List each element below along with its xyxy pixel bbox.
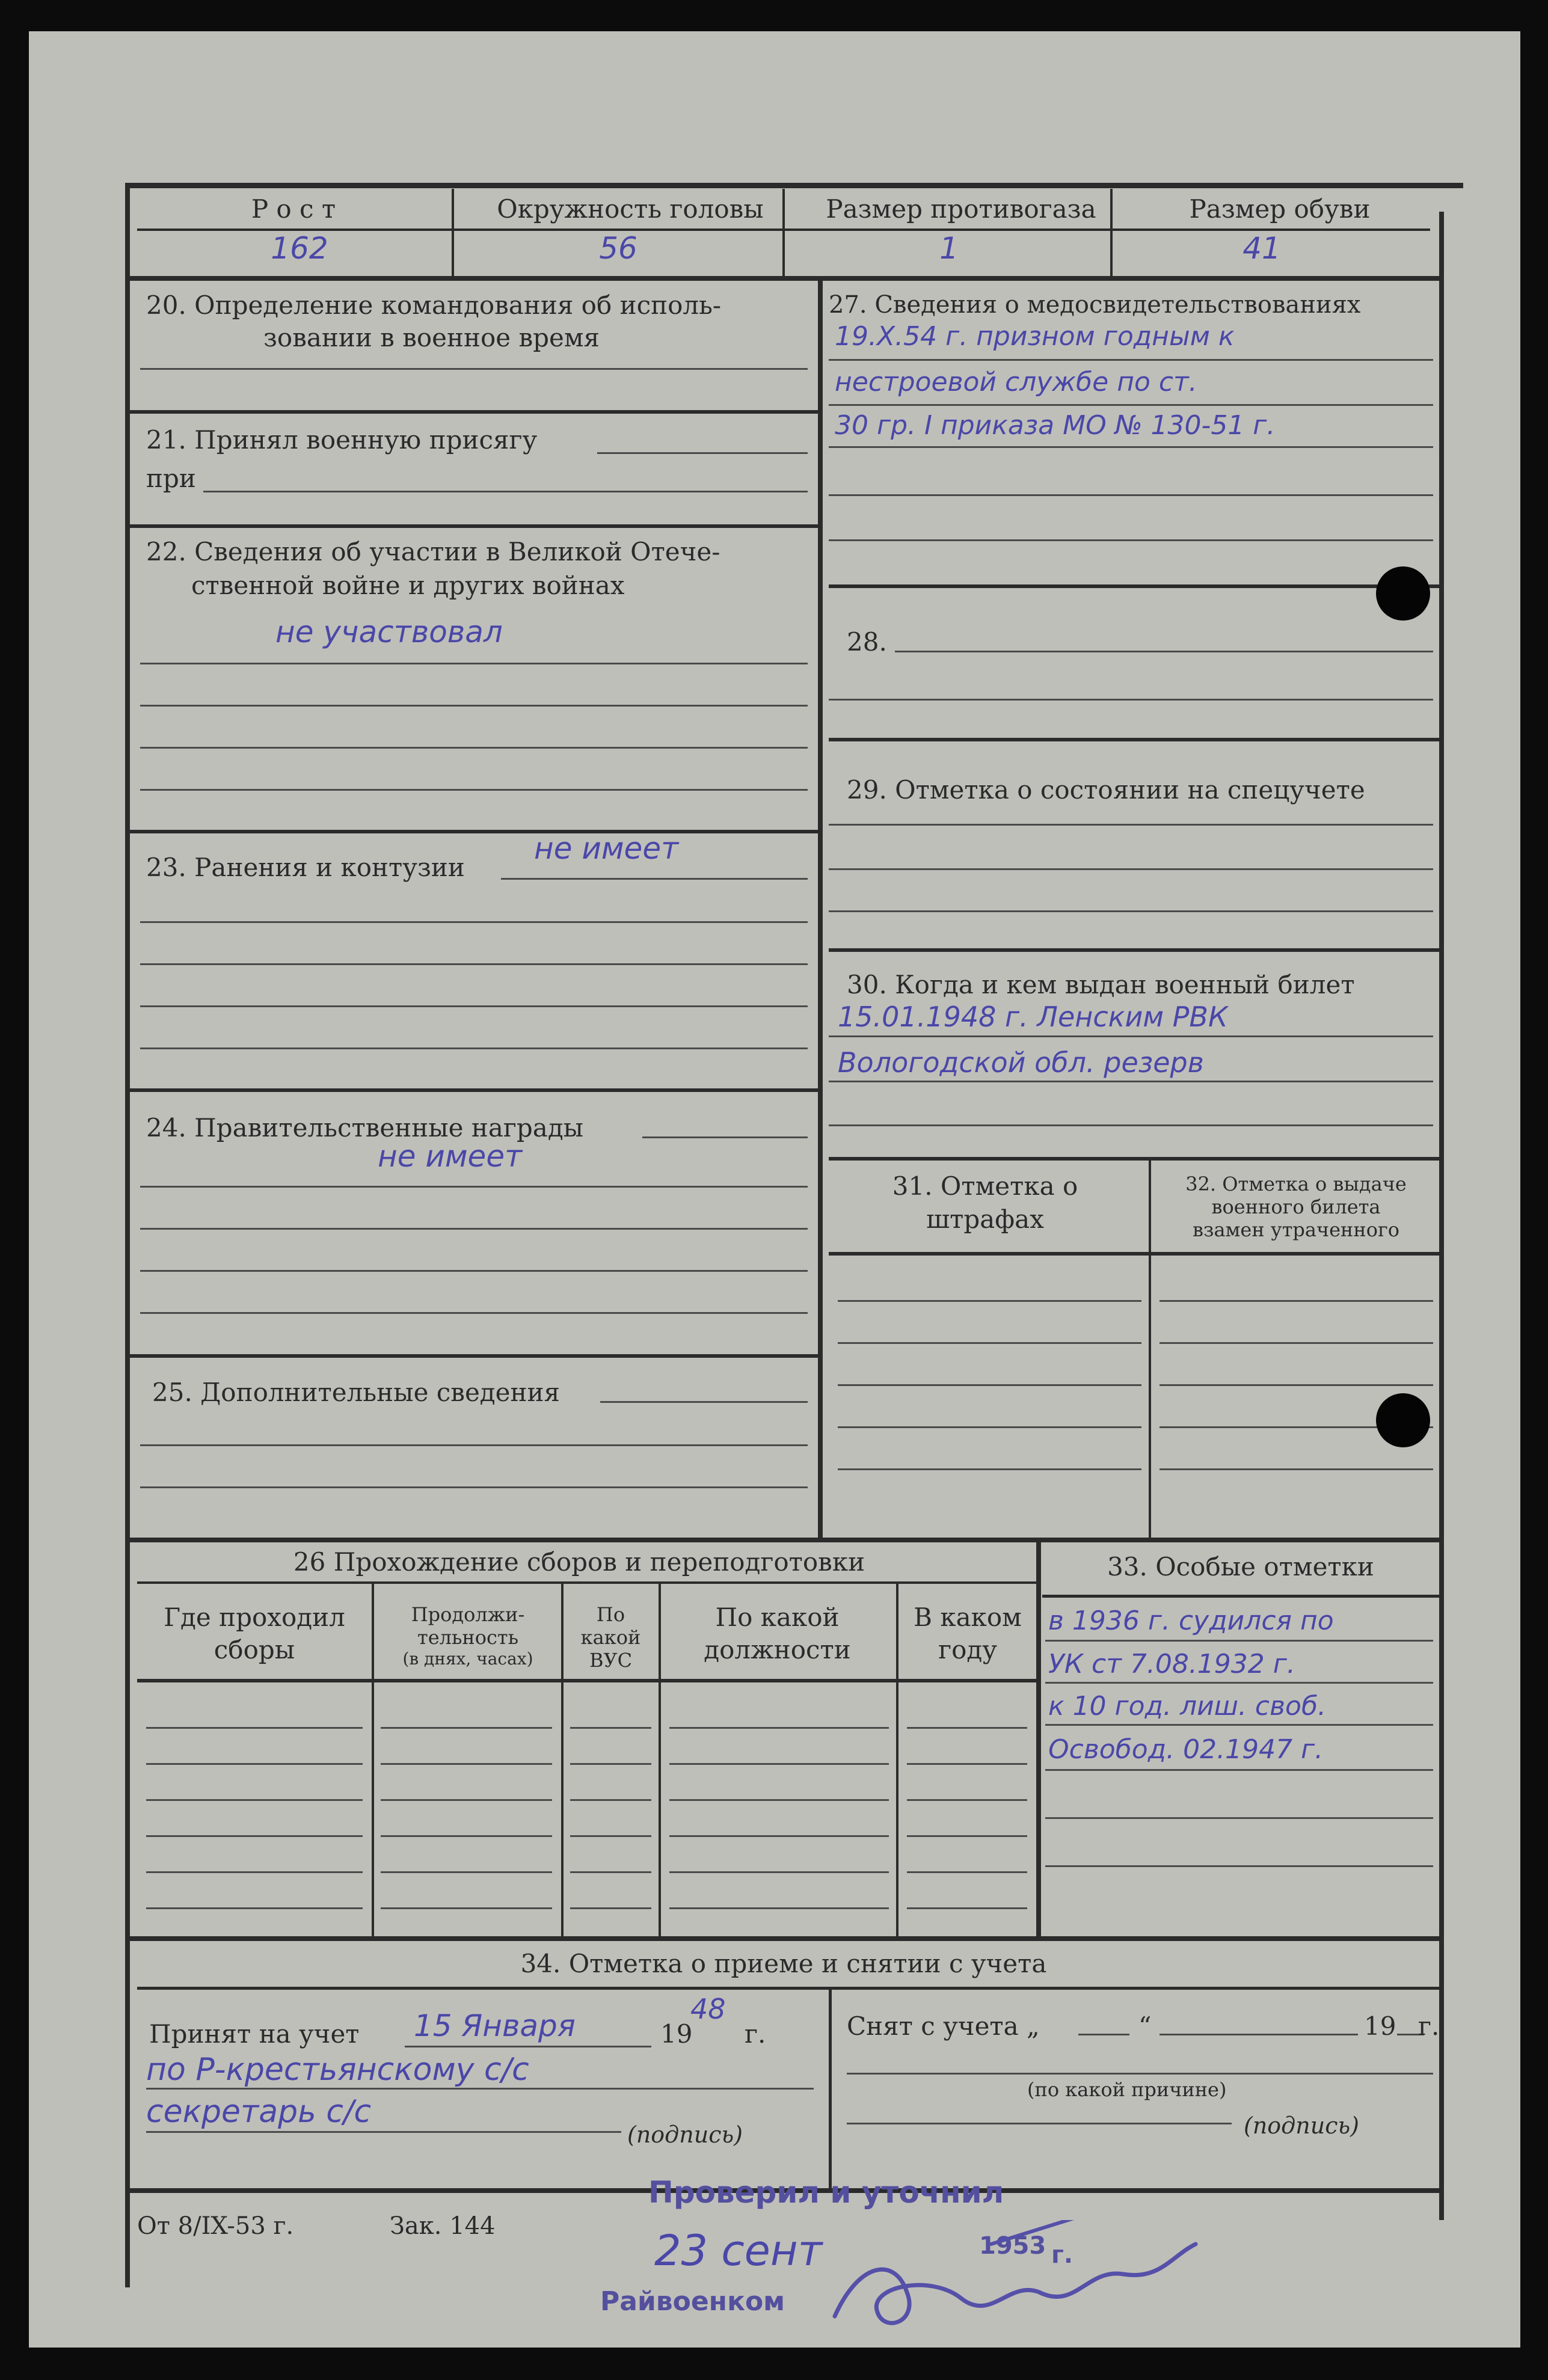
s27-label: 27. Сведения о медосвидетельствованиях bbox=[829, 291, 1361, 319]
s33-rule6 bbox=[1045, 1865, 1433, 1867]
s21-label-line2: при bbox=[146, 464, 196, 493]
s34-rule2 bbox=[146, 2088, 814, 2090]
s26-c3-rule4 bbox=[570, 1835, 651, 1837]
s30-line2: Вологодской обл. резерв bbox=[838, 1046, 1204, 1079]
s33-title-line bbox=[1042, 1595, 1439, 1598]
s26-col2-l2: тельность bbox=[417, 1626, 519, 1649]
s32-rule1 bbox=[1159, 1300, 1433, 1302]
s26-header-border bbox=[137, 1679, 1036, 1682]
s31-rule3 bbox=[838, 1384, 1141, 1386]
s26-c1-rule6 bbox=[146, 1907, 363, 1909]
s30-rule3 bbox=[829, 1124, 1433, 1126]
s22-bottom-border bbox=[128, 830, 820, 833]
s33-rule4 bbox=[1045, 1769, 1433, 1771]
s22-line4 bbox=[140, 789, 808, 791]
s24-bottom-border bbox=[128, 1354, 820, 1358]
s26-top-border bbox=[128, 1538, 1442, 1542]
s30-rule1 bbox=[829, 1035, 1433, 1037]
s34-divider bbox=[829, 1990, 832, 2188]
s23-bottom-border bbox=[128, 1088, 820, 1092]
stamp-checked: Проверил и уточнил bbox=[648, 2175, 1004, 2210]
s29-rule1 bbox=[829, 824, 1433, 826]
s26-col5-l1: В каком bbox=[914, 1603, 1022, 1632]
s21-line2 bbox=[203, 491, 808, 492]
s28-label: 28. bbox=[847, 627, 887, 657]
military-card-page bbox=[29, 31, 1520, 2348]
s22-line3 bbox=[140, 747, 808, 749]
s26-c5-rule5 bbox=[907, 1871, 1027, 1873]
s21-label-line1: 21. Принял военную присягу bbox=[146, 425, 538, 455]
s29-rule3 bbox=[829, 910, 1433, 912]
s34-reason-label: (по какой причине) bbox=[1027, 2078, 1227, 2101]
s26-c3-rule1 bbox=[570, 1727, 651, 1729]
s34-removed-month-line bbox=[1159, 2034, 1358, 2035]
s27-line3: 30 гр. I приказа МО № 130-51 г. bbox=[835, 410, 1276, 441]
s26-col4-l2: должности bbox=[704, 1635, 851, 1664]
s26-c1-rule2 bbox=[146, 1763, 363, 1765]
s31-header-border bbox=[829, 1252, 1442, 1256]
s32-rule5 bbox=[1159, 1468, 1433, 1470]
s26-div3 bbox=[659, 1584, 661, 1939]
s26-c5-rule2 bbox=[907, 1763, 1027, 1765]
s25-line2 bbox=[140, 1486, 808, 1488]
s26-title: 26 Прохождение сборов и переподготовки bbox=[293, 1547, 865, 1577]
form-right-border bbox=[1439, 212, 1444, 2220]
s34-removed-quote: “ bbox=[1138, 2011, 1152, 2041]
s27-rule1 bbox=[829, 359, 1433, 361]
s23-value: не имеет bbox=[534, 831, 679, 866]
s33-label: 33. Особые отметки bbox=[1107, 1552, 1374, 1581]
s24-line1 bbox=[140, 1186, 808, 1188]
s26-col3-l3: ВУС bbox=[589, 1649, 633, 1672]
s20-label-line1: 20. Определение командования об исполь- bbox=[146, 290, 722, 320]
header-bottom-border bbox=[128, 276, 1442, 281]
s22-label-line1: 22. Сведения об участии в Великой Отече- bbox=[146, 537, 720, 566]
s26-col2-l3: (в днях, часах) bbox=[402, 1649, 533, 1669]
s34-year-g: г. bbox=[745, 2019, 766, 2049]
s26-col1-l2: сборы bbox=[213, 1635, 295, 1664]
s32-rule2 bbox=[1159, 1342, 1433, 1344]
s31-s32-divider bbox=[1149, 1161, 1151, 1541]
s26-c1-rule5 bbox=[146, 1871, 363, 1873]
s33-line3: к 10 год. лиш. своб. bbox=[1048, 1691, 1327, 1722]
s33-rule3 bbox=[1045, 1724, 1433, 1726]
column-divider bbox=[818, 281, 823, 1541]
s26-col3-l2: какой bbox=[580, 1626, 641, 1649]
s30-line1: 15.01.1948 г. Ленским РВК bbox=[838, 1001, 1228, 1033]
s34-title-line bbox=[137, 1987, 1442, 1990]
punch-hole-top bbox=[1376, 566, 1430, 621]
s27-rule3 bbox=[829, 446, 1433, 448]
s30-rule2 bbox=[829, 1081, 1433, 1082]
s27-line1: 19.X.54 г. призном годным к bbox=[835, 321, 1235, 352]
s26-c3-rule5 bbox=[570, 1871, 651, 1873]
s33-line2: УК ст 7.08.1932 г. bbox=[1048, 1649, 1295, 1679]
s25-line1 bbox=[140, 1444, 808, 1446]
header-gasmask-label: Размер противогаза bbox=[826, 194, 1096, 224]
s29-bottom-border bbox=[829, 948, 1442, 952]
s34-accepted-date: 15 Января bbox=[414, 2008, 576, 2043]
s26-c4-rule3 bbox=[669, 1799, 889, 1801]
s31-label-line1: 31. Отметка о bbox=[892, 1171, 1078, 1201]
s23-line0 bbox=[501, 878, 808, 880]
s20-bottom-border bbox=[128, 410, 820, 414]
s26-c2-rule2 bbox=[381, 1763, 552, 1765]
s31-rule1 bbox=[838, 1300, 1141, 1302]
s26-div1 bbox=[372, 1584, 374, 1939]
s33-rule2 bbox=[1045, 1682, 1433, 1684]
header-divider-2 bbox=[782, 189, 785, 276]
s26-col1-l1: Где проходил bbox=[164, 1603, 345, 1632]
s26-c4-rule2 bbox=[669, 1763, 889, 1765]
s34-removed-year: 19 bbox=[1364, 2011, 1396, 2041]
head-value: 56 bbox=[599, 231, 637, 266]
s33-rule5 bbox=[1045, 1817, 1433, 1819]
s28-bottom-border bbox=[829, 738, 1442, 741]
s26-c5-rule1 bbox=[907, 1727, 1027, 1729]
form-left-border bbox=[125, 183, 130, 2287]
s27-bottom-border bbox=[829, 584, 1442, 588]
s22-value: не участвовал bbox=[275, 615, 503, 649]
s23-line4 bbox=[140, 1047, 808, 1049]
s34-accepted-line3: секретарь с/с bbox=[146, 2094, 372, 2130]
s20-label-line2: зовании в военное время bbox=[263, 323, 600, 352]
s27-line2: нестроевой службе по ст. bbox=[835, 367, 1197, 397]
s34-removed-g: г. bbox=[1418, 2011, 1440, 2041]
s21-line1 bbox=[597, 452, 808, 454]
s34-year-suffix: 48 bbox=[690, 1993, 726, 2025]
s30-label: 30. Когда и кем выдан военный билет bbox=[847, 970, 1355, 999]
s26-c5-rule4 bbox=[907, 1835, 1027, 1837]
gasmask-value: 1 bbox=[939, 231, 959, 266]
s27-rule2 bbox=[829, 404, 1433, 406]
s26-c4-rule6 bbox=[669, 1907, 889, 1909]
s34-year-prefix: 19 bbox=[660, 2019, 693, 2049]
s23-line3 bbox=[140, 1005, 808, 1007]
s26-c2-rule6 bbox=[381, 1907, 552, 1909]
s29-label: 29. Отметка о состоянии на спецучете bbox=[847, 775, 1365, 805]
s31-rule2 bbox=[838, 1342, 1141, 1344]
header-divider-3 bbox=[1110, 189, 1113, 276]
s24-line0 bbox=[642, 1136, 808, 1138]
punch-hole-bottom bbox=[1376, 1393, 1430, 1447]
s33-rule1 bbox=[1045, 1640, 1433, 1642]
s23-label: 23. Ранения и контузии bbox=[146, 853, 465, 882]
s22-line2 bbox=[140, 705, 808, 707]
s26-c1-rule1 bbox=[146, 1727, 363, 1729]
s26-col5-l2: году bbox=[938, 1635, 997, 1664]
s29-rule2 bbox=[829, 868, 1433, 870]
s26-c5-rule6 bbox=[907, 1907, 1027, 1909]
s26-s33-divider bbox=[1036, 1542, 1041, 1936]
stamp-date: 23 сент bbox=[654, 2226, 823, 2275]
s20-line bbox=[140, 368, 808, 370]
footer-print-info: От 8/IX-53 г. bbox=[137, 2212, 294, 2240]
s26-col3-l1: По bbox=[596, 1603, 625, 1626]
header-head-label: Окружность головы bbox=[497, 194, 764, 224]
s32-rule3 bbox=[1159, 1384, 1433, 1386]
s31-label-line2: штрафах bbox=[926, 1204, 1044, 1234]
s26-col4-l1: По какой bbox=[715, 1603, 840, 1632]
s26-c4-rule4 bbox=[669, 1835, 889, 1837]
s33-line1: в 1936 г. судился по bbox=[1048, 1606, 1334, 1636]
header-shoe-label: Размер обуви bbox=[1189, 194, 1371, 224]
s26-c3-rule2 bbox=[570, 1763, 651, 1765]
s24-line2 bbox=[140, 1228, 808, 1230]
s34-signature-label: (подпись) bbox=[627, 2121, 743, 2148]
header-top-border bbox=[128, 183, 1463, 188]
s26-div2 bbox=[561, 1584, 564, 1939]
s32-label-line3: взамен утраченного bbox=[1192, 1218, 1399, 1241]
s31-rule5 bbox=[838, 1468, 1141, 1470]
s34-rule3 bbox=[146, 2131, 621, 2133]
s34-date-line bbox=[405, 2046, 651, 2047]
s22-label-line2: ственной войне и других войнах bbox=[191, 571, 625, 600]
s26-c3-rule6 bbox=[570, 1907, 651, 1909]
s28-rule1 bbox=[895, 651, 1433, 652]
s24-value: не имеет bbox=[378, 1139, 523, 1174]
s26-c2-rule4 bbox=[381, 1835, 552, 1837]
s26-c1-rule3 bbox=[146, 1799, 363, 1801]
s31-rule4 bbox=[838, 1426, 1141, 1428]
s25-line0 bbox=[600, 1401, 808, 1403]
s26-col2-l1: Продолжи- bbox=[411, 1603, 525, 1626]
s26-c5-rule3 bbox=[907, 1799, 1027, 1801]
footer-order: Зак. 144 bbox=[390, 2212, 496, 2240]
s26-c2-rule1 bbox=[381, 1727, 552, 1729]
s33-line4: Освобод. 02.1947 г. bbox=[1048, 1734, 1324, 1765]
s23-line2 bbox=[140, 963, 808, 965]
s34-removed-rule2 bbox=[847, 2123, 1232, 2124]
s21-bottom-border bbox=[128, 524, 820, 528]
s30-bottom-border bbox=[829, 1157, 1442, 1161]
s28-rule2 bbox=[829, 699, 1433, 701]
s26-c1-rule4 bbox=[146, 1835, 363, 1837]
s23-line1 bbox=[140, 921, 808, 923]
s26-c3-rule3 bbox=[570, 1799, 651, 1801]
s32-label-line1: 32. Отметка о выдаче bbox=[1185, 1173, 1407, 1195]
s34-accepted-line2: по Р-крестьянскому с/с bbox=[146, 2052, 529, 2088]
header-divider-1 bbox=[452, 189, 454, 276]
s26-bottom-border bbox=[128, 1936, 1442, 1941]
s34-removed-label: Снят с учета „ bbox=[847, 2011, 1040, 2041]
s26-c2-rule5 bbox=[381, 1871, 552, 1873]
s34-removed-day-line bbox=[1078, 2034, 1129, 2035]
height-value: 162 bbox=[271, 231, 328, 266]
s22-line1 bbox=[140, 663, 808, 664]
s24-line3 bbox=[140, 1270, 808, 1272]
s27-rule4 bbox=[829, 494, 1433, 496]
s26-c2-rule3 bbox=[381, 1799, 552, 1801]
s26-c4-rule5 bbox=[669, 1871, 889, 1873]
s34-removed-signature-label: (подпись) bbox=[1244, 2112, 1360, 2139]
s32-label-line2: военного билета bbox=[1211, 1195, 1381, 1218]
s24-label: 24. Правительственные награды bbox=[146, 1113, 584, 1142]
s34-accepted-label: Принят на учет bbox=[149, 2019, 360, 2049]
s26-title-line bbox=[137, 1581, 1036, 1584]
s34-title: 34. Отметка о приеме и снятии с учета bbox=[520, 1949, 1047, 1978]
header-height-label: Р о с т bbox=[251, 194, 336, 224]
s34-removed-rule1 bbox=[847, 2073, 1433, 2075]
stamp-year: 1953 bbox=[979, 2232, 1046, 2260]
stamp-office: Райвоенком bbox=[600, 2286, 785, 2317]
s27-rule5 bbox=[829, 539, 1433, 541]
commissar-signature bbox=[811, 2220, 1244, 2352]
stamp-year-g: г. bbox=[1051, 2241, 1073, 2269]
shoe-value: 41 bbox=[1242, 231, 1281, 266]
s24-line4 bbox=[140, 1312, 808, 1314]
s25-label: 25. Дополнительные сведения bbox=[152, 1378, 561, 1407]
s26-c4-rule1 bbox=[669, 1727, 889, 1729]
